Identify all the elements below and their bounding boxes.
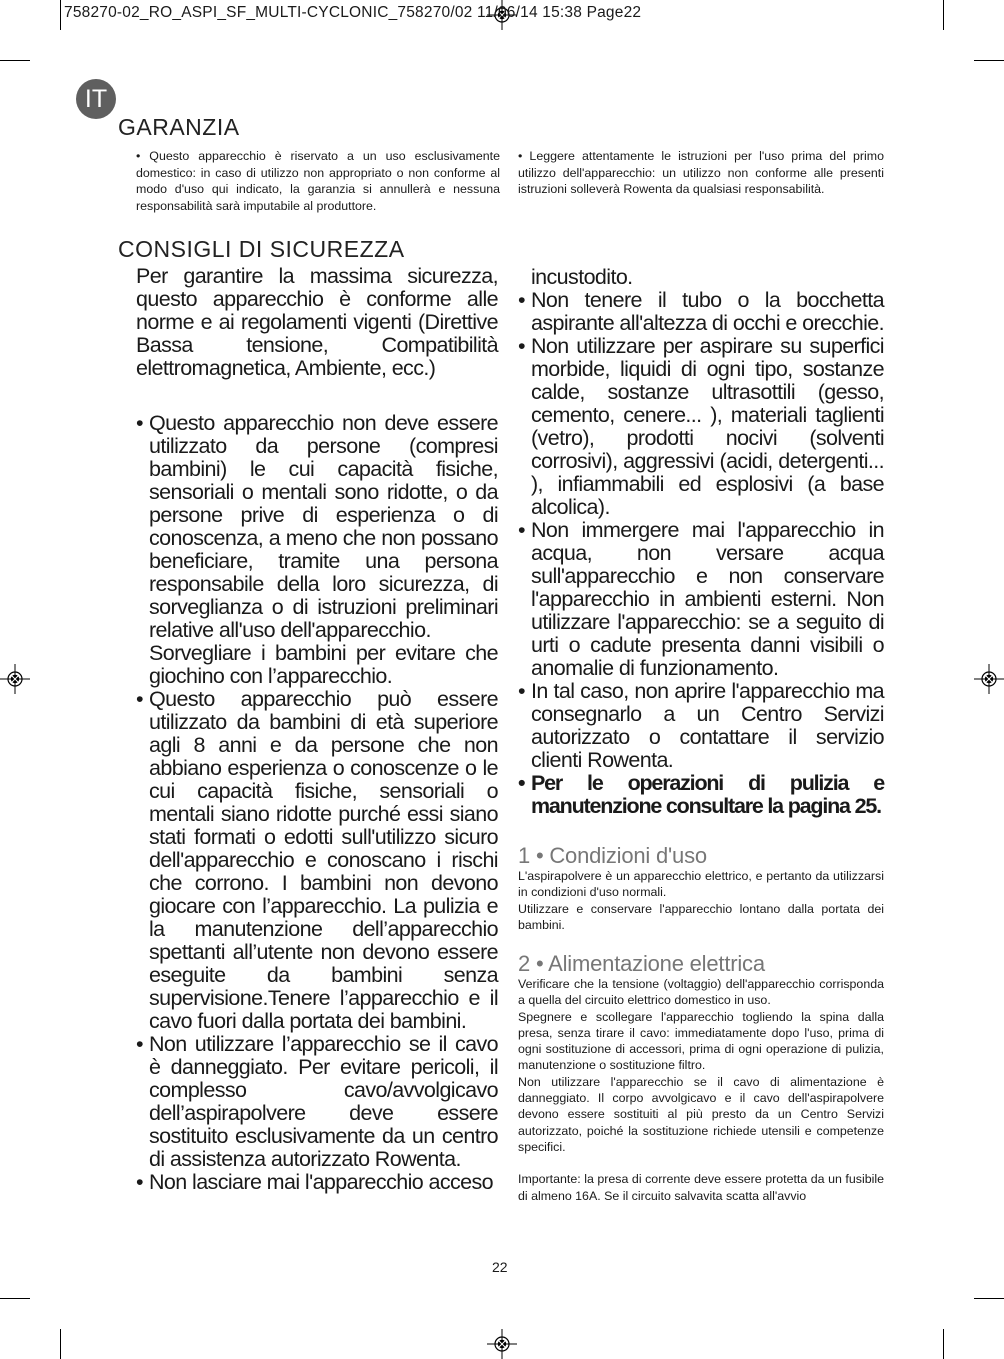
alimentazione-paragraph: Importante: la presa di corrente deve essere protetta da un fusibile di almeno 16A. Se il circuito salvavita scatta all'avvio xyxy=(518,1172,884,1203)
sicurezza-heading: CONSIGLI DI SICUREZZA xyxy=(118,236,405,262)
crop-mark xyxy=(0,60,30,61)
language-badge: IT xyxy=(76,79,116,119)
sicurezza-intro: Per garantire la massima sicurezza, questo apparecchio è conforme alle norme e ai regolamenti vigenti (Direttive Bassa tensione, Compatibilità elettromagnetica, Ambiente, ecc.) xyxy=(136,264,498,380)
sicurezza-bold-bullet: • Per le operazioni di pulizia e manutenzione consultare la pagina 25. xyxy=(518,772,884,818)
sicurezza-continuation: incustodito. xyxy=(531,265,633,289)
alimentazione-heading: 2 • Alimentazione elettrica xyxy=(518,951,765,976)
garanzia-left-text: • Questo apparecchio è riservato a un uso esclusivamente domestico: in caso di utilizzo non appropriato o non conforme al modo d'uso qui indicato, la garanzia si annullerà e nessuna responsabilità sarà imputabile al produttore. xyxy=(136,149,500,213)
sicurezza-bullet: • Non utilizzare per aspirare su superfici morbide, liquidi di ogni tipo, sostanze calde, sostanze ultrasottili (gesso, cemento, cenere... ), materiali taglienti (vetro), prodotti nocivi (solventi corrosivi), aggressivi (acidi, detergenti... ), infiammabili ed esplosivi (a base alcolica). xyxy=(518,335,884,519)
sicurezza-bullet: • Non lasciare mai l'apparecchio acceso xyxy=(136,1171,498,1194)
sicurezza-bullet: • In tal caso, non aprire l'apparecchio ma consegnarlo a un Centro Servizi autorizzato o contattare il servizio clienti Rowenta. xyxy=(518,680,884,772)
page-number: 22 xyxy=(492,1259,508,1275)
crop-mark xyxy=(974,1298,1004,1299)
alimentazione-text xyxy=(518,976,884,1204)
sicurezza-bullet: • Non utilizzare l’apparecchio se il cavo è danneggiato. Per evitare pericoli, il complesso cavo/avvolgicavo dell’aspirapolvere deve essere sostituito esclusivamente da un centro di assistenza autorizzato Rowenta. xyxy=(136,1033,498,1171)
print-slug-header: 758270-02_RO_ASPI_SF_MULTI-CYCLONIC_758270/02 11/06/14 15:38 Page22 xyxy=(64,4,642,21)
condizioni-paragraph: Utilizzare e conservare l'apparecchio lontano dalla portata dei bambini. xyxy=(518,901,884,932)
sicurezza-bullet: • Non tenere il tubo o la bocchetta aspirante all'altezza di occhi e orecchie. xyxy=(518,289,884,335)
crop-mark xyxy=(943,1329,944,1359)
condizioni-paragraph: L'aspirapolvere è un apparecchio elettrico, e pertanto da utilizzarsi in condizioni d'uso normali. xyxy=(518,869,884,900)
sicurezza-bullet: • Questo apparecchio non deve essere utilizzato da persone (compresi bambini) le cui capacità fisiche, sensoriali o mentali sono ridotte, o da persone prive di esperienza o di conoscenza, a meno che non possano beneficiare, tramite una persona responsabile della loro sicurezza, di sorveglianza o di istruzioni preliminari relative all'uso dell'apparecchio. xyxy=(136,412,498,642)
crop-mark xyxy=(60,0,61,30)
condizioni-heading: 1 • Condizioni d'uso xyxy=(518,843,707,868)
crop-mark xyxy=(974,60,1004,61)
registration-mark-icon xyxy=(0,664,30,694)
crop-mark xyxy=(0,1298,30,1299)
condizioni-text xyxy=(518,868,884,933)
registration-mark-icon xyxy=(487,1329,517,1359)
crop-mark xyxy=(60,1329,61,1359)
registration-mark-icon xyxy=(974,664,1004,694)
sicurezza-bambini-note: Sorvegliare i bambini per evitare che giochino con l’apparecchio. xyxy=(149,641,498,688)
sicurezza-bullet: • Questo apparecchio può essere utilizzato da bambini di età superiore agli 8 anni e da persone che non abbiano esperienza o conoscenze o le cui capacità fisiche, sensoriali o mentali siano ridotte purché essi siano stati formati o edotti sull'utilizzo sicuro dell'apparecchio e conoscano i rischi che corrono. I bambini non devono giocare con l’apparecchio. La pulizia e la manutenzione dell’apparecchio spettanti all’utente non devono essere eseguite da bambini senza supervisione.Tenere l’apparecchio e il cavo fuori dalla portata dei bambini. xyxy=(136,688,498,1033)
sicurezza-right-column xyxy=(518,266,884,818)
garanzia-heading: GARANZIA xyxy=(118,114,240,140)
sicurezza-bullet: • Non immergere mai l'apparecchio in acqua, non versare acqua sull'apparecchio e non conservare l'apparecchio in ambienti esterni. Non utilizzare l'apparecchio: se a seguito di urti o cadute presenta danni visibili o anomalie di funzionamento. xyxy=(518,519,884,680)
alimentazione-paragraph: Spegnere e scollegare l'apparecchio togliendo la spina dalla presa, senza tirare il cavo: immediatamente dopo l'uso, prima di ogni sostituzione di accessori, prima di ogni operazione di pulizia, manutenzione o sostituzione filtro. xyxy=(518,1009,884,1073)
garanzia-right-text: • Leggere attentamente le istruzioni per l'uso prima del primo utilizzo dell'apparecchio: un utilizzo non conforme alle presenti istruzioni solleverà Rowenta da qualsiasi responsabilità. xyxy=(518,149,884,197)
alimentazione-paragraph: Verificare che la tensione (voltaggio) dell'apparecchio corrisponda a quella del circuito elettrico domestico in uso. xyxy=(518,977,884,1008)
alimentazione-paragraph: Non utilizzare l'apparecchio se il cavo di alimentazione è danneggiato. Il corpo avvolgicavo e il cavo dell'aspirapolvere devono essere sostituiti al più presto da un Centro Servizi autorizzato, poiché la sostituzione richiede utensili e competenze specifici. xyxy=(518,1074,884,1154)
crop-mark xyxy=(943,0,944,30)
sicurezza-left-column xyxy=(136,265,498,1194)
